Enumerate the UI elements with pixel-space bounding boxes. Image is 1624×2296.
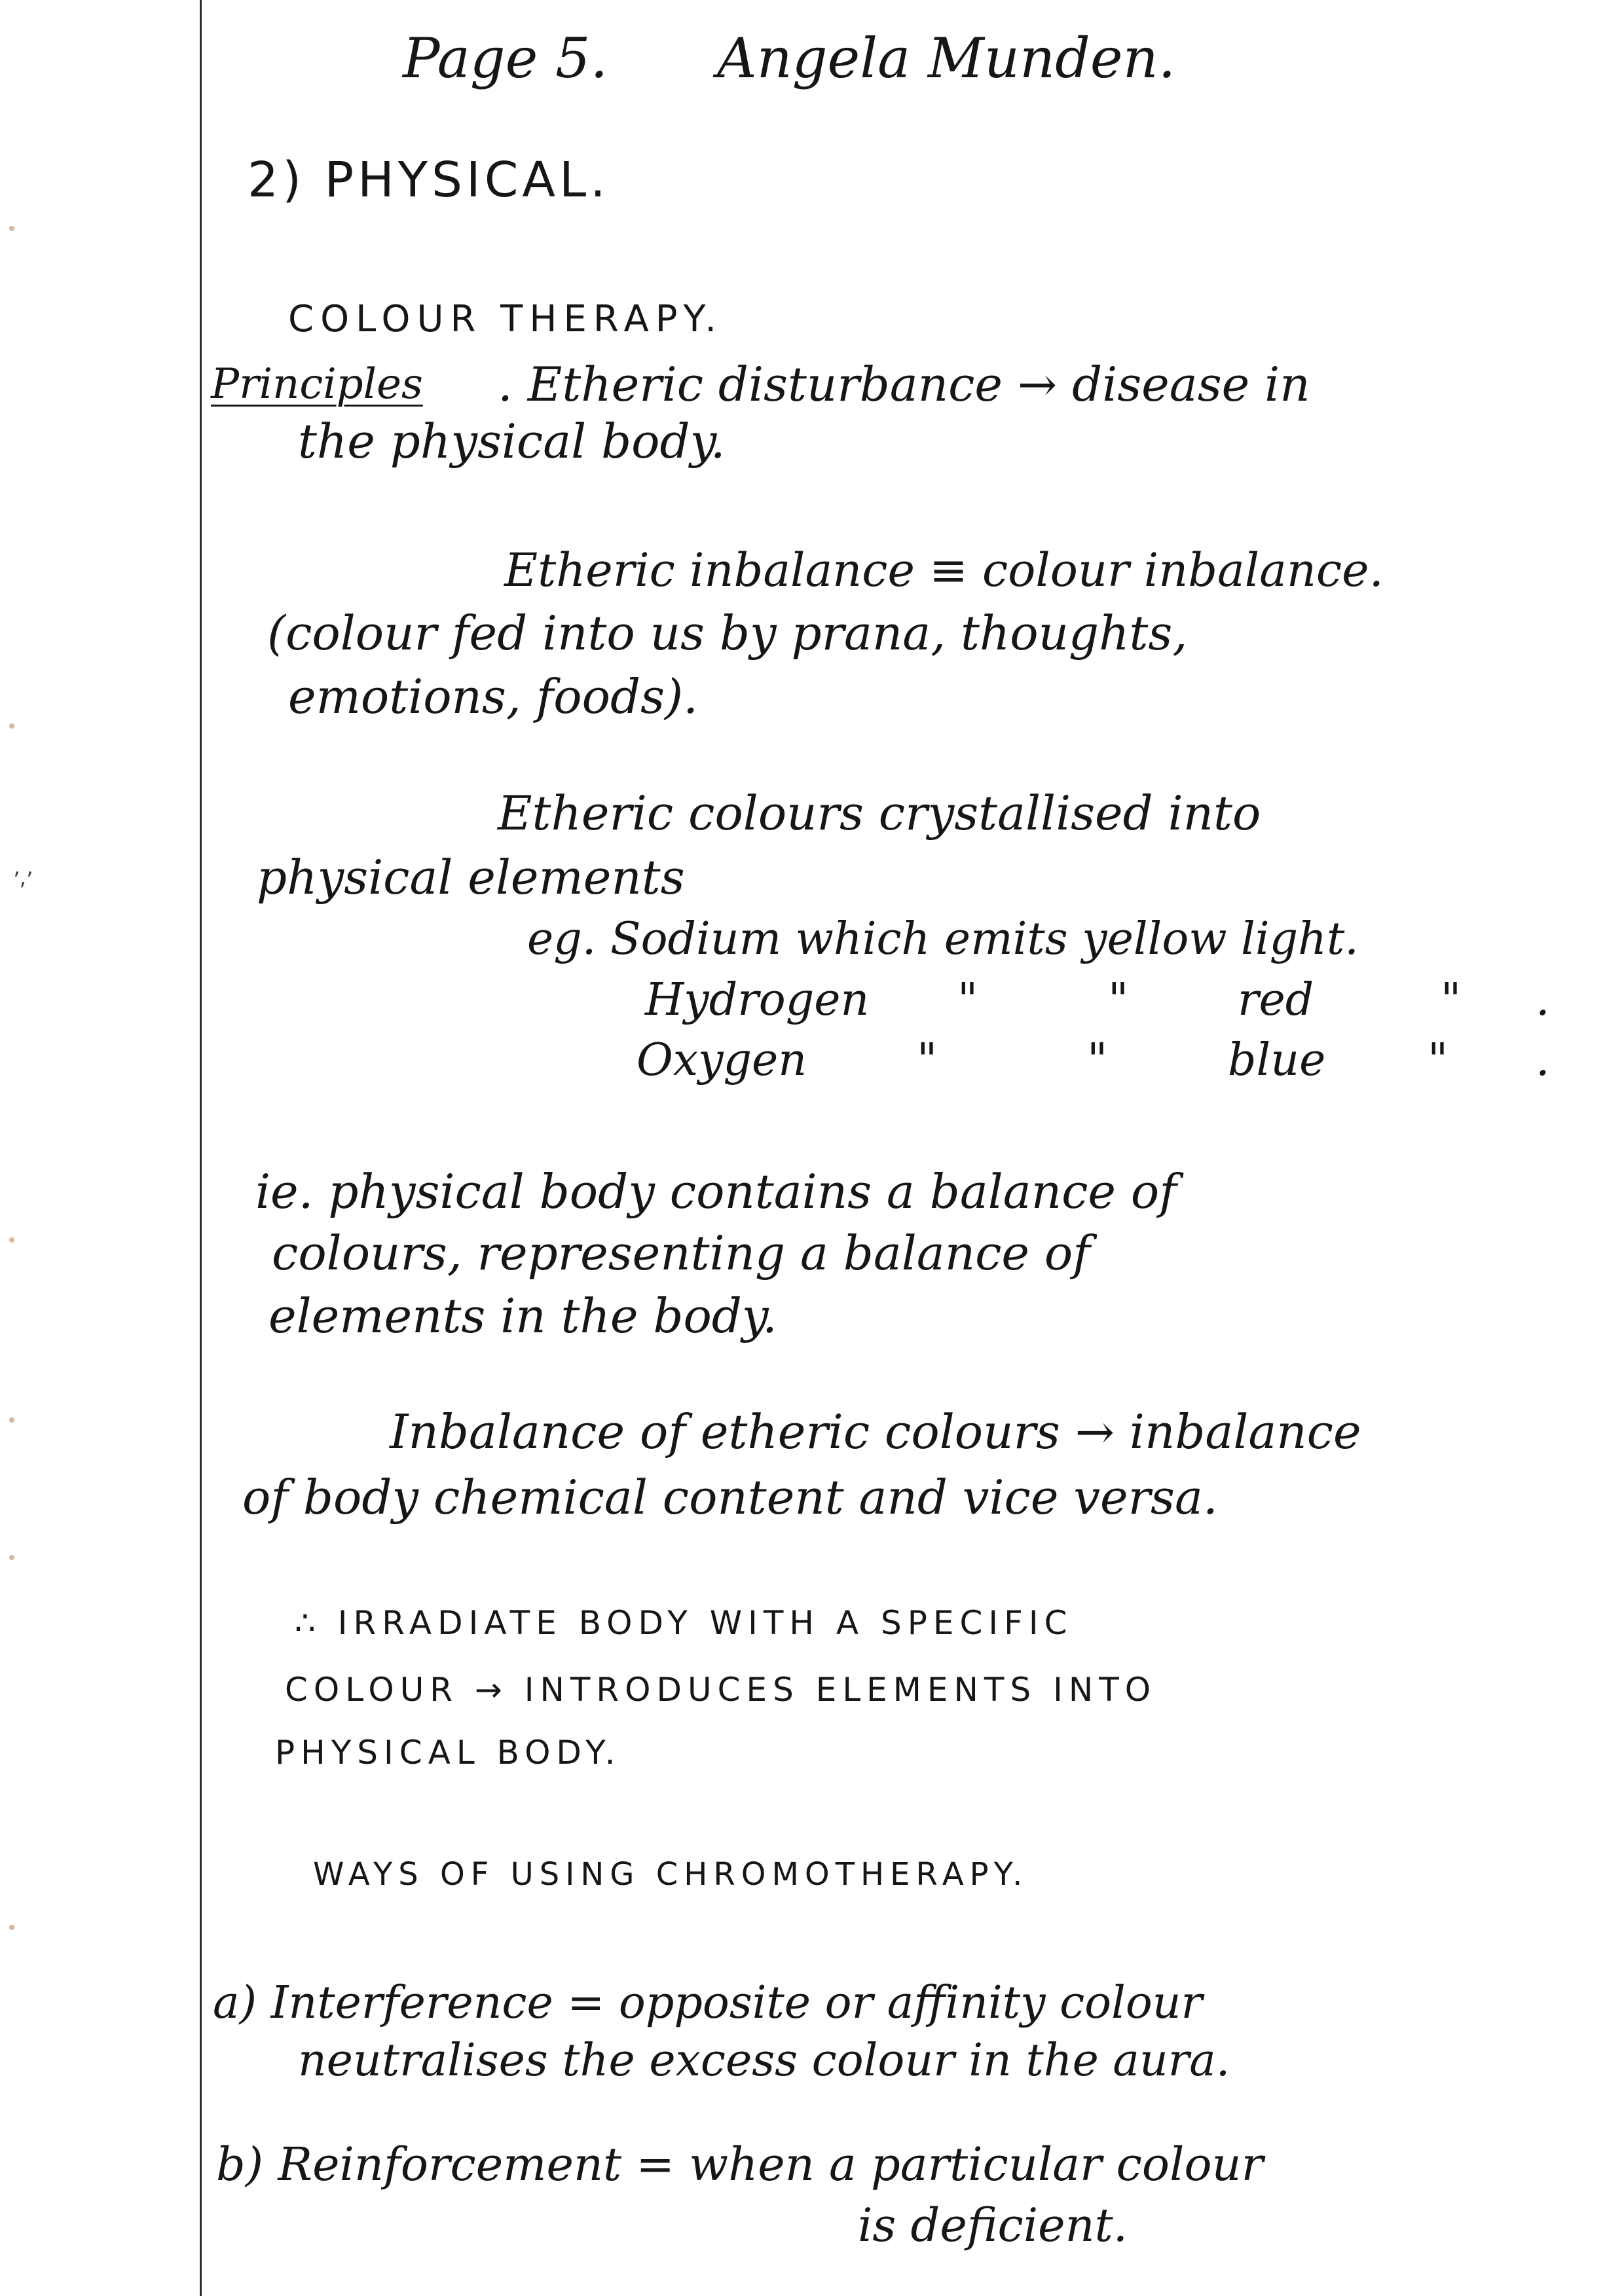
- crystallised-line-3: eg. Sodium which emits yellow light.: [527, 913, 1359, 965]
- element-name: Oxygen: [637, 1034, 807, 1086]
- row-end: .: [1536, 1034, 1550, 1086]
- way-a-line-1: a) Interference = opposite or affinity colour: [213, 1977, 1203, 2029]
- way-a-line-2: neutralises the excess colour in the aura.: [298, 2035, 1230, 2086]
- irradiate-line-3: PHYSICAL BODY.: [275, 1734, 621, 1772]
- irradiate-line-2: COLOUR → INTRODUCES ELEMENTS INTO: [285, 1671, 1157, 1709]
- paper-mark: [9, 1555, 14, 1560]
- crystallised-line-1: Etheric colours crystallised into: [498, 786, 1261, 841]
- ditto-mark: ": [957, 974, 978, 1026]
- paper-mark: [9, 226, 14, 231]
- ditto-mark: ": [1087, 1034, 1108, 1086]
- balance-line-1: ie. physical body contains a balance of: [255, 1164, 1177, 1219]
- page-number: Page 5.: [403, 26, 608, 90]
- ways-heading: WAYS OF USING CHROMOTHERAPY.: [313, 1856, 1029, 1893]
- paper-mark: [9, 1925, 14, 1930]
- principles-line-2: the physical body.: [298, 414, 726, 469]
- chemical-line-1: Inbalance of etheric colours → inbalance: [390, 1404, 1361, 1459]
- author-name: Angela Munden.: [717, 26, 1176, 90]
- way-b-line-2: is deficient.: [858, 2198, 1128, 2252]
- irradiate-line-1: ∴ IRRADIATE BODY WITH A SPECIFIC: [295, 1604, 1073, 1642]
- ditto-mark: ": [917, 1034, 938, 1086]
- topic-heading: COLOUR THERAPY.: [288, 298, 724, 340]
- balance-line-2: colours, representing a balance of: [272, 1226, 1090, 1281]
- section-heading: 2) PHYSICAL.: [248, 152, 610, 208]
- ditto-mark: ": [1428, 1034, 1449, 1086]
- principles-line-1: . Etheric disturbance → disease in: [498, 357, 1310, 412]
- crystallised-line-2: physical elements: [257, 850, 685, 905]
- chemical-line-2: of body chemical content and vice versa.: [242, 1470, 1218, 1525]
- balance-line-3: elements in the body.: [268, 1288, 777, 1343]
- paper-mark: [9, 1237, 14, 1243]
- element-colour: blue: [1228, 1034, 1326, 1086]
- ditto-mark: ": [1441, 974, 1462, 1026]
- margin-line: [200, 0, 202, 2296]
- paper-mark: [9, 1417, 14, 1423]
- imbalance-line-3: emotions, foods).: [288, 669, 698, 724]
- way-b-line-1: b) Reinforcement = when a particular colour: [216, 2138, 1264, 2191]
- imbalance-line-1: Etheric inbalance ≡ colour inbalance.: [504, 543, 1384, 597]
- element-colour: red: [1238, 974, 1314, 1026]
- imbalance-line-2: (colour fed into us by prana, thoughts,: [267, 606, 1188, 661]
- paper-mark: [9, 723, 14, 729]
- stray-scribble: ʼ⸴ʼ: [13, 867, 33, 894]
- row-end: .: [1536, 974, 1550, 1026]
- ditto-mark: ": [1108, 974, 1129, 1026]
- element-name: Hydrogen: [645, 974, 870, 1026]
- principles-label: Principles: [211, 360, 423, 409]
